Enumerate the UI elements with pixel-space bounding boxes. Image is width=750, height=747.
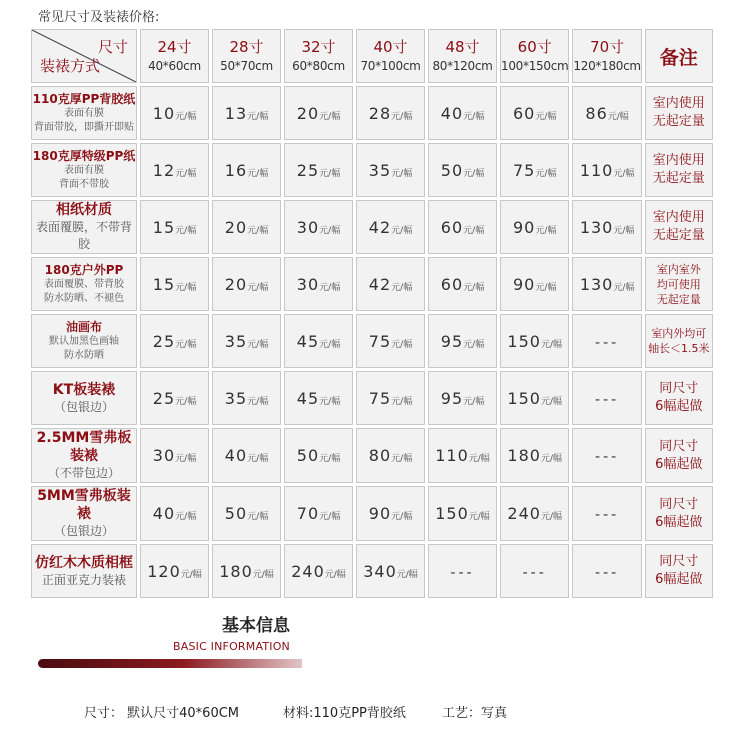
note-line: 室内使用 [652, 153, 705, 168]
mount-type-name: KT板装裱 [52, 381, 116, 398]
price-cell [428, 257, 497, 311]
table-row [31, 428, 713, 483]
price-unit: 元/幅 [613, 168, 635, 179]
note-cell [645, 486, 713, 541]
price-cell [356, 86, 425, 140]
price-cell [212, 486, 281, 541]
mount-type-name: 5MM雪弗板装裱 [37, 488, 131, 522]
price-unit: 元/幅 [324, 569, 346, 580]
price-value: 30 [152, 446, 176, 465]
price-unit: 元/幅 [607, 111, 629, 122]
info-process: 工艺：写真 [442, 706, 508, 721]
price-cell [356, 428, 425, 483]
mount-type-desc: （包银边） [53, 399, 114, 414]
price-cell [572, 257, 641, 311]
price-cell [284, 143, 353, 197]
price-unit: 元/幅 [391, 225, 413, 236]
mount-type-cell [31, 486, 137, 541]
price-cell [356, 314, 425, 368]
price-value: 25 [152, 331, 176, 351]
note-line: 6幅起做 [655, 399, 703, 414]
size-name: 60寸 [517, 38, 552, 56]
price-value: --- [595, 507, 620, 523]
price-cell [212, 143, 281, 197]
price-value: 45 [296, 388, 320, 408]
price-unit: 元/幅 [319, 339, 341, 350]
mount-type-cell [31, 544, 137, 598]
price-value: 28 [368, 103, 392, 123]
table-row [31, 486, 713, 541]
note-cell [645, 371, 713, 425]
price-cell [212, 544, 281, 598]
price-unit: 元/幅 [180, 569, 202, 580]
price-cell [140, 314, 209, 368]
price-cell [212, 314, 281, 368]
note-line: 无起定量 [652, 114, 705, 129]
price-value: 20 [224, 217, 248, 237]
price-cell [284, 486, 353, 541]
price-value: 60 [440, 217, 464, 237]
table-row [31, 200, 713, 254]
mount-type-cell [31, 428, 137, 483]
price-unit: 元/幅 [535, 168, 557, 179]
note-line: 轴长＜1.5米 [648, 342, 710, 355]
note-line: 6幅起做 [655, 456, 703, 472]
price-value: 150 [507, 388, 541, 408]
price-unit: 元/幅 [319, 396, 341, 407]
price-value: 75 [513, 160, 536, 180]
mount-type-desc: 防水防晒、不褪色 [44, 292, 124, 304]
price-unit: 元/幅 [468, 454, 490, 464]
mount-type-cell [31, 200, 137, 254]
size-dimension: 40*60cm [148, 59, 201, 73]
price-cell [212, 428, 281, 483]
price-unit: 元/幅 [175, 168, 197, 179]
price-unit: 元/幅 [391, 168, 413, 179]
price-value: --- [522, 564, 547, 581]
price-cell [500, 544, 569, 598]
price-unit: 元/幅 [468, 512, 490, 522]
price-unit: 元/幅 [319, 168, 341, 179]
price-unit: 元/幅 [463, 168, 485, 179]
price-unit: 元/幅 [535, 111, 557, 122]
price-value: 50 [224, 504, 248, 523]
mount-type-cell [31, 257, 137, 311]
price-value: 25 [152, 388, 176, 408]
mount-type-cell [31, 314, 137, 368]
price-unit: 元/幅 [247, 225, 269, 236]
price-cell [140, 486, 209, 541]
price-value: 35 [224, 331, 248, 351]
price-value: 40 [440, 103, 464, 123]
price-unit: 元/幅 [175, 454, 197, 464]
note-cell [645, 86, 713, 140]
header-corner [31, 29, 137, 83]
note-line: 无起定量 [652, 228, 705, 243]
price-unit: 元/幅 [175, 225, 197, 236]
price-unit: 元/幅 [319, 111, 341, 122]
price-value: 90 [368, 504, 392, 523]
size-header [428, 29, 497, 83]
price-unit: 元/幅 [463, 225, 485, 236]
price-cell [284, 200, 353, 254]
price-value: 240 [507, 504, 541, 523]
size-dimension: 50*70cm [220, 59, 273, 73]
note-line: 6幅起做 [655, 514, 703, 530]
info-size: 尺寸： 默认尺寸40*60CM [84, 706, 240, 721]
price-unit: 元/幅 [247, 512, 269, 522]
mount-type-desc: 背面不带胶 [59, 178, 109, 190]
price-unit: 元/幅 [613, 225, 635, 236]
price-cell [428, 371, 497, 425]
price-value: 150 [507, 331, 541, 351]
mount-type-desc: 表面覆膜，不带背胶 [35, 220, 132, 251]
price-cell [140, 86, 209, 140]
price-cell [356, 143, 425, 197]
price-cell [572, 143, 641, 197]
note-cell [645, 314, 713, 368]
mount-type-desc: 表面有膜 [64, 164, 104, 176]
price-cell [572, 428, 641, 483]
price-unit: 元/幅 [540, 454, 562, 464]
price-value: 35 [224, 388, 248, 408]
mount-type-name: 油画布 [65, 319, 102, 334]
table-row [31, 371, 713, 425]
note-line: 6幅起做 [655, 572, 703, 587]
mount-type-desc: 背面带胶，即撕开即贴 [34, 121, 134, 133]
size-dimension: 80*120cm [432, 59, 493, 73]
mount-type-label: 装裱方式 [40, 57, 101, 75]
size-name: 24寸 [157, 38, 192, 56]
price-value: 40 [152, 504, 176, 523]
price-value: 95 [440, 331, 464, 351]
price-unit: 元/幅 [247, 339, 269, 350]
price-unit: 元/幅 [540, 339, 562, 350]
price-value: 20 [296, 103, 320, 123]
price-value: 70 [296, 504, 320, 523]
price-cell [140, 428, 209, 483]
price-cell [284, 257, 353, 311]
price-value: --- [450, 564, 475, 581]
price-value: 130 [579, 217, 614, 237]
price-value: 15 [152, 217, 176, 237]
price-unit: 元/幅 [175, 396, 197, 407]
note-line: 同尺寸 [659, 554, 699, 569]
price-unit: 元/幅 [247, 282, 269, 293]
note-cell [645, 428, 713, 483]
mount-type-desc: 表面覆膜、带背胶 [44, 278, 124, 290]
price-unit: 元/幅 [463, 339, 485, 350]
price-value: 180 [507, 446, 541, 465]
size-name: 40寸 [373, 38, 408, 56]
price-unit: 元/幅 [463, 396, 485, 407]
size-header [284, 29, 353, 83]
price-value: 90 [513, 217, 536, 237]
price-unit: 元/幅 [540, 396, 562, 407]
price-value: 50 [440, 160, 464, 180]
price-unit: 元/幅 [391, 454, 413, 464]
price-value: 42 [368, 274, 392, 294]
price-value: 95 [440, 388, 464, 408]
price-value: 180 [219, 561, 253, 581]
size-name: 70寸 [590, 38, 625, 56]
table-row [31, 257, 713, 311]
price-value: 240 [291, 561, 325, 581]
price-cell [500, 200, 569, 254]
price-unit: 元/幅 [535, 282, 557, 293]
note-cell [645, 544, 713, 598]
price-cell [572, 544, 641, 598]
price-value: 340 [363, 561, 397, 581]
price-cell [500, 428, 569, 483]
price-cell [428, 544, 497, 598]
price-unit: 元/幅 [396, 569, 418, 580]
price-cell [284, 86, 353, 140]
note-cell [645, 257, 713, 311]
price-cell [140, 371, 209, 425]
size-name: 28寸 [229, 38, 264, 56]
price-cell [356, 257, 425, 311]
price-value: 40 [224, 446, 248, 465]
note-line: 室内室外 [656, 262, 701, 276]
price-cell [572, 486, 641, 541]
price-cell [356, 486, 425, 541]
price-unit: 元/幅 [391, 111, 413, 122]
price-cell [212, 257, 281, 311]
section-subtitle: BASIC INFORMATION [173, 640, 290, 653]
price-value: 30 [296, 217, 320, 237]
price-value: 150 [435, 504, 469, 523]
price-cell [212, 371, 281, 425]
price-cell [140, 200, 209, 254]
mount-type-cell [31, 143, 137, 197]
mount-type-name: 2.5MM雪弗板装裱 [36, 430, 132, 464]
price-value: 86 [585, 103, 608, 123]
price-cell [500, 86, 569, 140]
price-unit: 元/幅 [540, 512, 562, 522]
mount-type-desc: 默认加黑色画轴 [49, 335, 119, 347]
intro-text: 常见尺寸及装裱价格: [38, 10, 160, 25]
price-cell [428, 86, 497, 140]
size-name: 32寸 [301, 38, 336, 56]
price-cell [500, 257, 569, 311]
price-value: --- [595, 334, 620, 351]
price-value: --- [595, 391, 620, 408]
price-cell [212, 86, 281, 140]
mount-type-desc: （包银边） [53, 524, 114, 538]
price-cell [140, 143, 209, 197]
mount-type-desc: 防水防晒 [64, 349, 104, 361]
size-header [572, 29, 641, 83]
price-unit: 元/幅 [247, 168, 269, 179]
price-unit: 元/幅 [391, 512, 413, 522]
mount-type-cell [31, 371, 137, 425]
section-divider [38, 659, 302, 668]
price-value: 110 [579, 160, 614, 180]
price-unit: 元/幅 [247, 396, 269, 407]
price-cell [572, 371, 641, 425]
price-value: 10 [152, 103, 176, 123]
size-dimension: 100*150cm [501, 59, 569, 73]
size-label: 尺寸 [97, 38, 128, 56]
price-value: 130 [579, 274, 614, 294]
size-name: 48寸 [445, 38, 480, 56]
price-value: 42 [368, 217, 392, 237]
note-line: 室内外均可 [651, 327, 707, 340]
mount-type-name: 110克厚PP背胶纸 [32, 91, 136, 106]
mount-type-desc: （不带包边） [47, 466, 120, 480]
size-header [212, 29, 281, 83]
price-cell [356, 544, 425, 598]
note-line: 无起定量 [652, 171, 705, 186]
note-line: 同尺寸 [659, 381, 699, 396]
price-cell [428, 200, 497, 254]
price-cell [140, 544, 209, 598]
price-value: 20 [224, 274, 248, 294]
price-cell [500, 314, 569, 368]
size-header [140, 29, 209, 83]
size-header [500, 29, 569, 83]
mount-type-name: 180克户外PP [44, 262, 124, 277]
price-unit: 元/幅 [535, 225, 557, 236]
price-cell [572, 86, 641, 140]
table-row [31, 86, 713, 140]
price-unit: 元/幅 [463, 111, 485, 122]
price-cell [500, 371, 569, 425]
table-row [31, 544, 713, 598]
price-value: 35 [368, 160, 392, 180]
price-unit: 元/幅 [463, 282, 485, 293]
price-unit: 元/幅 [319, 282, 341, 293]
price-value: 110 [435, 446, 469, 465]
price-value: 13 [224, 103, 248, 123]
price-table [28, 26, 716, 601]
mount-type-cell [31, 86, 137, 140]
price-unit: 元/幅 [319, 512, 341, 522]
table-row [31, 143, 713, 197]
price-unit: 元/幅 [391, 282, 413, 293]
price-value: 75 [368, 331, 392, 351]
price-cell [572, 200, 641, 254]
mount-type-desc: 正面亚克力装裱 [41, 572, 126, 587]
price-unit: 元/幅 [613, 282, 635, 293]
price-unit: 元/幅 [247, 111, 269, 122]
price-value: 60 [440, 274, 464, 294]
price-value: 16 [224, 160, 248, 180]
mount-type-name: 相纸材质 [56, 202, 112, 218]
price-cell [428, 314, 497, 368]
note-line: 室内使用 [652, 96, 705, 111]
price-unit: 元/幅 [319, 225, 341, 236]
price-cell [356, 200, 425, 254]
price-unit: 元/幅 [391, 339, 413, 350]
price-unit: 元/幅 [175, 512, 197, 522]
price-cell [428, 486, 497, 541]
mount-type-name: 仿红木木质相框 [35, 554, 133, 571]
section-title: 基本信息 [222, 616, 290, 636]
price-cell [356, 371, 425, 425]
price-unit: 元/幅 [175, 111, 197, 122]
price-cell [428, 428, 497, 483]
price-cell [500, 486, 569, 541]
price-unit: 元/幅 [252, 569, 274, 580]
price-cell [212, 200, 281, 254]
table-row [31, 314, 713, 368]
size-dimension: 120*180cm [573, 59, 641, 73]
price-value: 120 [147, 561, 181, 581]
price-value: --- [595, 564, 620, 581]
size-header [356, 29, 425, 83]
note-line: 无起定量 [656, 292, 701, 306]
mount-type-desc: 表面有膜 [64, 107, 104, 119]
price-value: 15 [152, 274, 176, 294]
price-value: 90 [513, 274, 536, 294]
note-cell [645, 200, 713, 254]
price-cell [500, 143, 569, 197]
price-cell [284, 428, 353, 483]
note-cell [645, 143, 713, 197]
mount-type-name: 180克厚特级PP纸 [32, 148, 136, 163]
price-unit: 元/幅 [319, 454, 341, 464]
price-value: 50 [296, 446, 320, 465]
note-line: 同尺寸 [659, 496, 699, 512]
price-cell [140, 257, 209, 311]
price-cell [284, 371, 353, 425]
price-unit: 元/幅 [247, 454, 269, 464]
price-value: 80 [368, 446, 392, 465]
price-unit: 元/幅 [391, 396, 413, 407]
size-dimension: 60*80cm [292, 59, 345, 73]
price-cell [284, 314, 353, 368]
price-cell [284, 544, 353, 598]
note-line: 均可使用 [656, 277, 701, 291]
price-value: 25 [296, 160, 320, 180]
note-line: 同尺寸 [659, 438, 699, 454]
note-header: 备注 [645, 29, 713, 83]
price-value: 75 [368, 388, 392, 408]
note-line: 室内使用 [652, 210, 705, 225]
price-unit: 元/幅 [175, 339, 197, 350]
price-value: 45 [296, 331, 320, 351]
price-unit: 元/幅 [175, 282, 197, 293]
info-material: 材料:110克PP背胶纸 [283, 706, 406, 721]
price-cell [428, 143, 497, 197]
price-value: 12 [152, 160, 176, 180]
header-row [31, 29, 713, 83]
size-dimension: 70*100cm [360, 59, 421, 73]
price-cell [572, 314, 641, 368]
price-value: --- [595, 449, 620, 465]
price-value: 30 [296, 274, 320, 294]
price-value: 60 [513, 103, 536, 123]
